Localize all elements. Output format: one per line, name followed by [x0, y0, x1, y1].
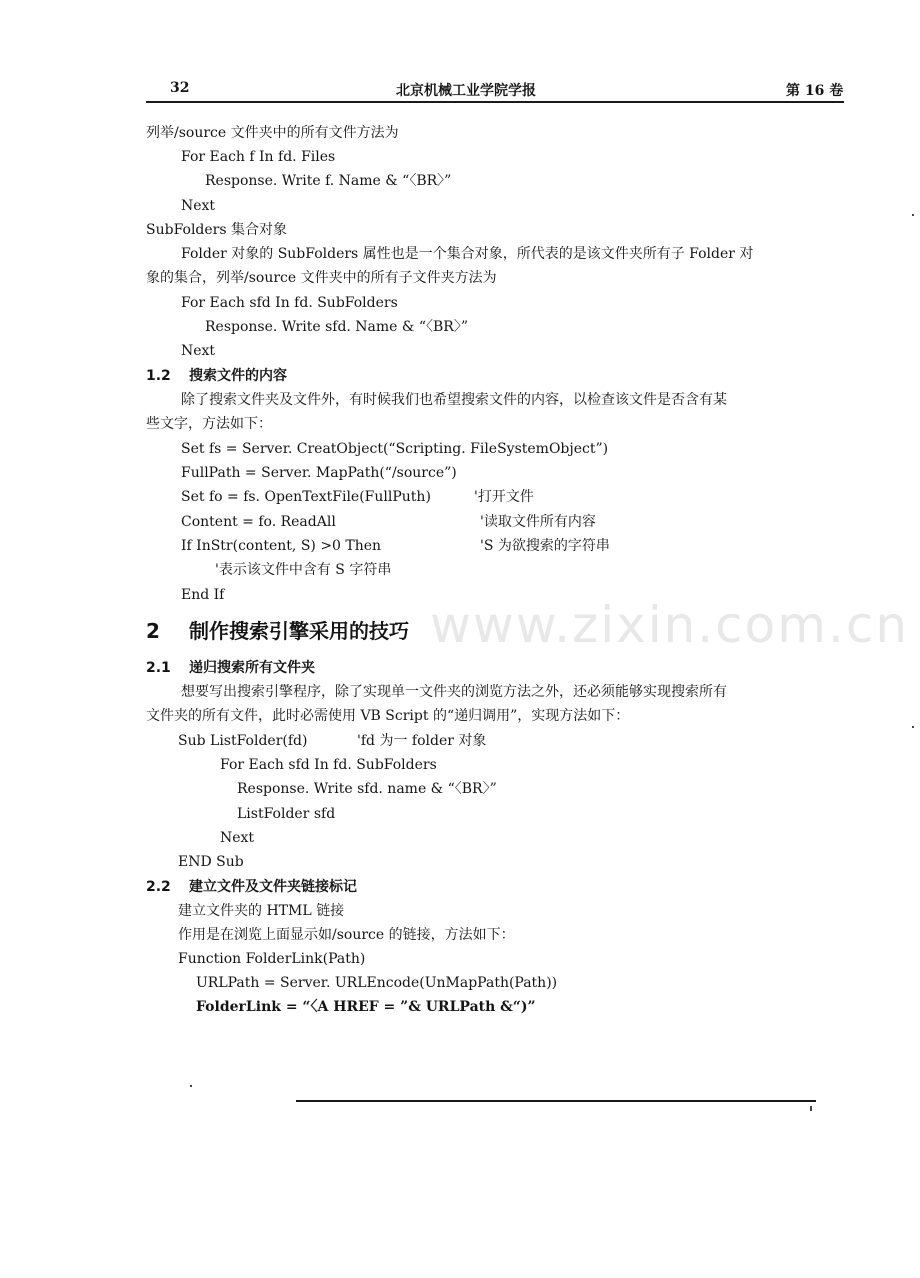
watermark: www.zixin.com.cn [430, 596, 910, 654]
code-line: Set fo = fs. OpenTextFile(FullPuth) [181, 489, 431, 505]
code-line: Response. Write sfd. Name & “〈BR〉” [205, 319, 468, 335]
section-number: 2 [146, 619, 160, 643]
code-line: END Sub [178, 854, 244, 870]
section-heading: 递归搜索所有文件夹 [189, 660, 315, 676]
header-rule [146, 101, 844, 103]
code-line: If InStr(content, S) >0 Then [181, 538, 382, 554]
code-line: Sub ListFolder(fd) [178, 733, 308, 749]
code-line: Response. Write f. Name & “〈BR〉” [205, 173, 452, 189]
body-line: 作用是在浏览上面显示如/source 的链接，方法如下： [178, 927, 515, 943]
code-line: Next [220, 830, 255, 846]
section-heading: 搜索文件的内容 [189, 368, 287, 384]
volume-label: 第 16 卷 [786, 83, 844, 99]
code-line: FolderLink = “〈A HREF = ”& URLPath &“)” [196, 999, 536, 1015]
body-line: 除了搜索文件夹及文件外，有时候我们也希望搜索文件的内容，以检查该文件是否含有某 [181, 392, 727, 408]
code-line: ListFolder sfd [237, 806, 336, 822]
body-line: SubFolders 集合对象 [146, 222, 287, 238]
code-line: Set fs = Server. CreatObject(“Scripting. FileSystemObject”) [181, 441, 609, 457]
scan-speck [912, 726, 914, 728]
code-comment: 'S 为欲搜索的字符串 [480, 538, 610, 554]
section-number: 1.2 [146, 368, 171, 384]
code-line: For Each f In fd. Files [181, 149, 336, 165]
footer-rule [296, 1100, 816, 1102]
code-line: End If [181, 587, 225, 603]
code-comment: '读取文件所有内容 [480, 514, 596, 530]
body-line: Folder 对象的 SubFolders 属性也是一个集合对象，所代表的是该文件夹所有子 Folder 对 [181, 246, 754, 262]
code-comment: '打开文件 [474, 489, 534, 505]
section-number: 2.2 [146, 879, 171, 895]
body-line: 些文字，方法如下： [146, 416, 272, 432]
body-line: 建立文件夹的 HTML 链接 [178, 903, 345, 919]
body-line: 象的集合，列举/source 文件夹中的所有子文件夹方法为 [146, 270, 497, 286]
code-line: URLPath = Server. URLEncode(UnMapPath(Path)) [196, 975, 558, 991]
scan-speck [912, 214, 914, 216]
code-line: Next [181, 198, 216, 214]
code-line: For Each sfd In fd. SubFolders [181, 295, 398, 311]
code-line: For Each sfd In fd. SubFolders [220, 757, 437, 773]
section-number: 2.1 [146, 660, 171, 676]
journal-title: 北京机械工业学院学报 [396, 83, 536, 99]
code-comment: 'fd 为一 folder 对象 [357, 733, 487, 749]
scan-speck [810, 1106, 812, 1111]
page-number: 32 [170, 80, 190, 96]
code-line: Next [181, 343, 216, 359]
code-line: FullPath = Server. MapPath(“/source”) [181, 465, 457, 481]
code-line: Function FolderLink(Path) [178, 951, 366, 967]
code-comment: '表示该文件中含有 S 字符串 [215, 562, 392, 578]
code-line: Response. Write sfd. name & “〈BR〉” [237, 781, 497, 797]
code-line: Content = fo. ReadAll [181, 514, 336, 530]
scan-speck [190, 1085, 192, 1087]
section-heading: 制作搜索引擎采用的技巧 [189, 619, 409, 643]
body-line: 列举/source 文件夹中的所有文件方法为 [146, 125, 399, 141]
body-line: 文件夹的所有文件，此时必需使用 VB Script 的“递归调用”，实现方法如下： [146, 708, 630, 724]
section-heading: 建立文件及文件夹链接标记 [189, 879, 357, 895]
body-line: 想要写出搜索引擎程序，除了实现单一文件夹的浏览方法之外，还必须能够实现搜索所有 [181, 684, 727, 700]
